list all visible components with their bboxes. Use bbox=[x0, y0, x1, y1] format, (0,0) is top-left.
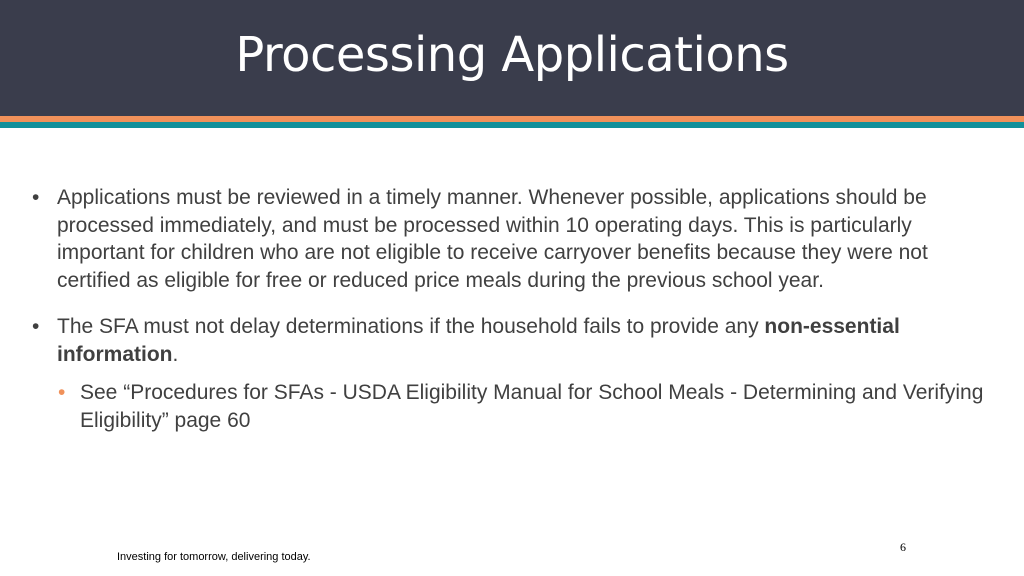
slide-title: Processing Applications bbox=[235, 27, 789, 83]
bullet-item bbox=[30, 184, 990, 294]
title-bar bbox=[0, 0, 1024, 116]
sub-bullet-dot-icon: • bbox=[58, 381, 66, 404]
slide-body bbox=[30, 184, 990, 455]
bullet-text-end: . bbox=[172, 342, 179, 366]
sub-bullet-text: See “Procedures for SFAs - USDA Eligibility Manual for School Meals - Determining and Verifying Eligibility” page 60 bbox=[80, 381, 984, 432]
bullet-dot-icon: • bbox=[32, 186, 40, 209]
bullet-text: Applications must be reviewed in a timely manner. Whenever possible, applications should be processed immediately, and must be processed within 10 operating days. This is particularly important for children who are not eligible to receive carryover benefits because they were not certified as eligible for free or reduced price meals during the previous school year. bbox=[57, 186, 928, 292]
sub-bullet-item bbox=[30, 379, 990, 434]
bullet-text: The SFA must not delay determinations if the household fails to provide any bbox=[57, 315, 765, 338]
page-number: 6 bbox=[900, 540, 906, 554]
bullet-dot-icon: • bbox=[32, 315, 40, 338]
bullet-bold-text: non-essential information bbox=[57, 315, 900, 366]
teal-divider-stripe bbox=[0, 122, 1024, 128]
bullet-item bbox=[30, 313, 990, 368]
footer-tagline: Investing for tomorrow, delivering today. bbox=[117, 551, 311, 563]
